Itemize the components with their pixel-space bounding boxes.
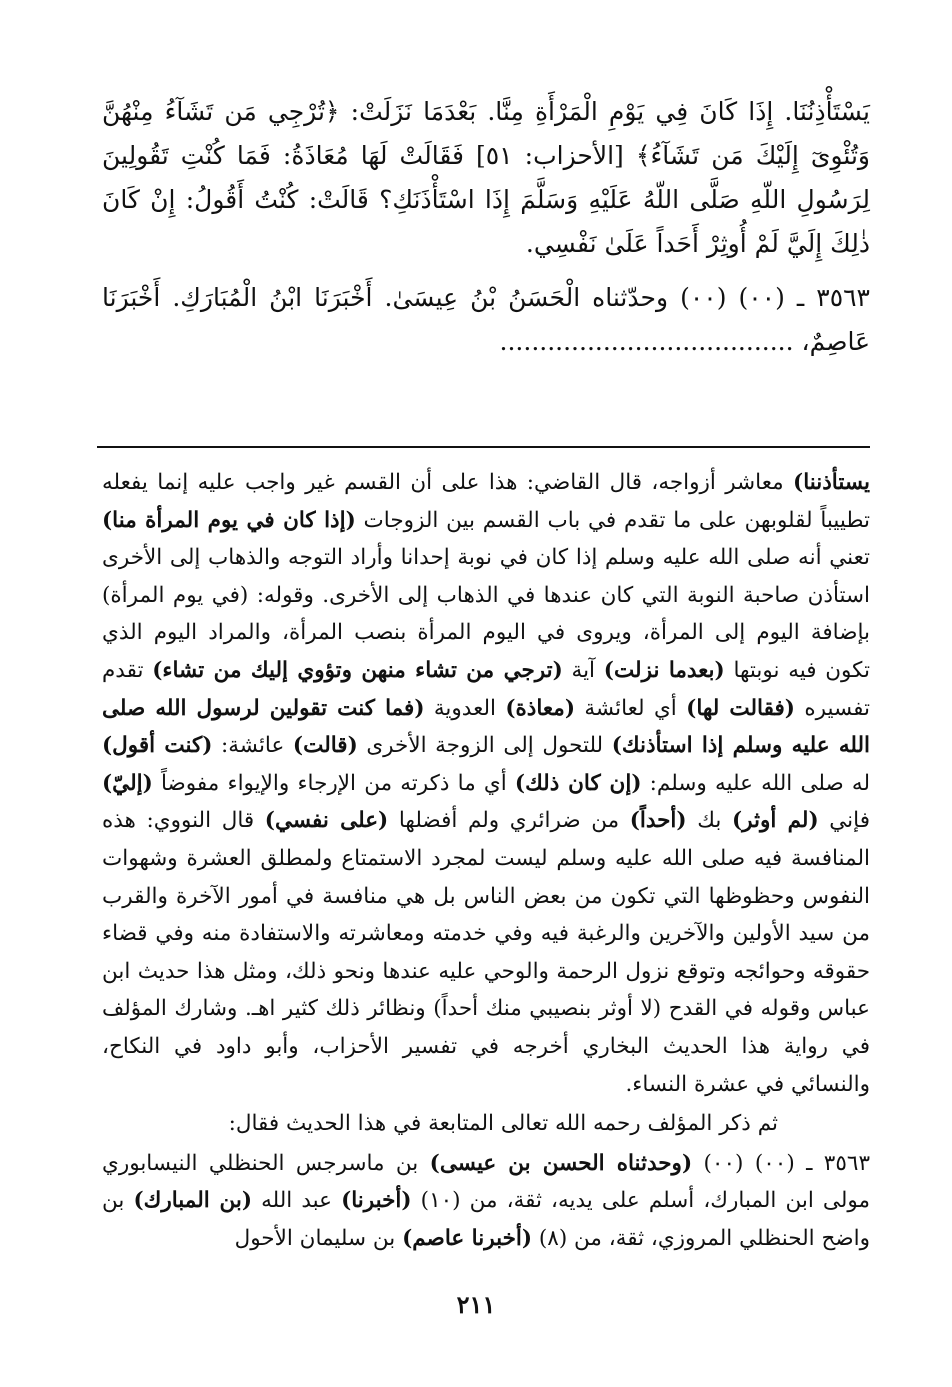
commentary-text: بن واضح الحنظلي المروزي، ثقة، من (٨) xyxy=(102,1188,870,1251)
quoted-phrase: يستأذننا) xyxy=(793,470,870,495)
quoted-phrase: (ترجي من تشاء منهن وتؤوي إليك من تشاء) xyxy=(152,657,563,683)
commentary-paragraph-1 xyxy=(102,464,870,1103)
commentary-text: العدوية xyxy=(424,695,506,721)
page-number: ٢١١ xyxy=(456,1290,496,1319)
quoted-phrase: (إليّ) xyxy=(102,770,153,796)
quoted-phrase: (وحدثناه الحسن بن عيسى) xyxy=(429,1150,693,1176)
quoted-phrase: (أخبرنا عاصم) xyxy=(402,1225,533,1251)
quoted-phrase: (على نفسي) xyxy=(264,808,389,834)
commentary-text: عبد الله xyxy=(252,1188,342,1214)
commentary-text: عائشة: xyxy=(212,733,293,759)
commentary-text: للتحول إلى الزوجة الأخرى xyxy=(357,733,612,759)
commentary-text: له صلى الله عليه وسلم: xyxy=(641,770,870,796)
quoted-phrase: (كنت أقول) xyxy=(102,733,213,759)
commentary-text: بن ماسرجس الحنظلي النيسابوري مولى ابن المبارك، أسلم على يديه، ثقة، من (١٠) xyxy=(102,1150,870,1214)
quoted-phrase: (فقالت لها) xyxy=(686,695,795,721)
quoted-phrase: (بن المبارك) xyxy=(133,1188,252,1214)
commentary-text: فإني xyxy=(818,808,870,834)
quoted-phrase: (أحداً) xyxy=(629,808,687,834)
quoted-phrase: (أخبرنا) xyxy=(341,1188,412,1214)
commentary-text: بك xyxy=(686,808,732,834)
commentary-paragraph-2: ثم ذكر المؤلف رحمه الله تعالى المتابعة في هذا الحديث فقال: xyxy=(228,1111,778,1137)
hadith-next xyxy=(102,276,870,364)
commentary-text: آية xyxy=(562,657,604,683)
commentary-text: تقدم تفسيره xyxy=(102,657,870,721)
commentary-text: معاشر أزواجه، قال القاضي: هذا على أن القسم غير واجب عليه إنما يفعله تطييباً لقلوبهن على ما تقدم في باب القسم بين الزوجات xyxy=(102,470,870,533)
quoted-phrase: (لم أوثر) xyxy=(731,808,819,834)
commentary-text: أي لعائشة xyxy=(575,695,687,721)
quoted-phrase: (قالت) xyxy=(292,733,358,759)
quoted-phrase: (معاذة) xyxy=(505,695,575,721)
quoted-phrase: (إن كان ذلك) xyxy=(514,770,642,796)
quoted-phrase: (إذا كان في يوم المرأة منا) xyxy=(102,507,356,533)
commentary-paragraph-3 xyxy=(102,1145,870,1258)
quoted-phrase: (فما كنت تقولين لرسول الله صلى الله عليه وسلم إذا استأذنك) xyxy=(102,695,871,759)
commentary-text: من ضرائري ولم أفضلها xyxy=(388,808,630,834)
hadith-text xyxy=(102,90,870,364)
hadith-next-text: ٣٥٦٣ ـ (٠٠) (٠٠) وحدّثناه الْحَسَنُ بْنُ عِيسَىٰ. أَخْبَرَنَا ابْنُ الْمُبَارَكِ. أَخْبَرَنَا عَاصِمٌ، xyxy=(102,283,870,356)
commentary-text: ٣٥٦٣ ـ (٠٠) (٠٠) xyxy=(692,1150,870,1176)
commentary-text: بن سليمان الأحول xyxy=(234,1225,403,1251)
commentary xyxy=(102,464,870,1257)
commentary-text: تعني أنه صلى الله عليه وسلم إذا كان في نوبة إحدانا وأراد التوجه والذهاب إلى الأخرى استأذن صاحبة النوبة التي كان عندها في الذهاب إلى الأخرى. وقوله: (في يوم المرأة) بإضافة اليوم إلى المرأة، ويروى في اليوم المرأة بنصب المرأة، والمراد اليوم الذي تكون فيه نوبتها xyxy=(102,545,871,683)
quoted-phrase: (بعدما نزلت) xyxy=(603,657,725,683)
commentary-text: قال النووي: هذه المنافسة فيه صلى الله عليه وسلم ليست لمجرد الاستمتاع ولمطلق العشرة وشهوات النفوس وحظوظها التي تكون من بعض الناس بل هي منافسة في أمور الآخرة والقرب من سيد الأولين والآخرين والرغبة فيه وفي خدمته ومعاشرته والاستفادة منه وفي قضاء حقوقه وحوائجه وتوقع نزول الرحمة والوحي عليه عندها ونحو ذلك، ومثل هذا حديث ابن عباس وقوله في القدح (لا أوثر بنصيبي منك أحداً) ونظائر ذلك كثير اهـ. وشارك المؤلف في رواية هذا الحديث البخاري أخرجه في تفسير الأحزاب، وأبو داود في النكاح، والنسائي في عشرة النساء. xyxy=(102,808,870,1097)
ellipsis: ..................................... xyxy=(499,327,794,356)
hadith-continuation: يَسْتَأْذِنُنَا. إِذَا كَانَ فِي يَوْمِ الْمَرْأَةِ مِنَّا. بَعْدَمَا نَزَلَتْ: ﴿تُرْجِي مَن تَشَآءُ مِنْهُنَّ وَتُئْوِىٓ إِلَيْكَ مَن تَشَآءُ﴾ [الأحزاب: ٥١] فَقَالَتْ لَهَا مُعَاذَةُ: فَمَا كُنْتِ تَقُولِينَ لِرَسُولِ اللّهِ صَلَّى اللّهُ عَلَيْهِ وَسَلَّمَ إِذَا اسْتَأْذَنَكِ؟ قَالَتْ: كُنْتُ أَقُولُ: إِنْ كَانَ ذٰلِكَ إِلَيَّ لَمْ أُوثِرْ أَحَداً عَلَىٰ نَفْسِي. xyxy=(102,97,870,258)
commentary-text: أي ما ذكرته من الإرجاء والإيواء مفوضاً xyxy=(152,770,515,796)
footnote-divider xyxy=(97,446,870,448)
